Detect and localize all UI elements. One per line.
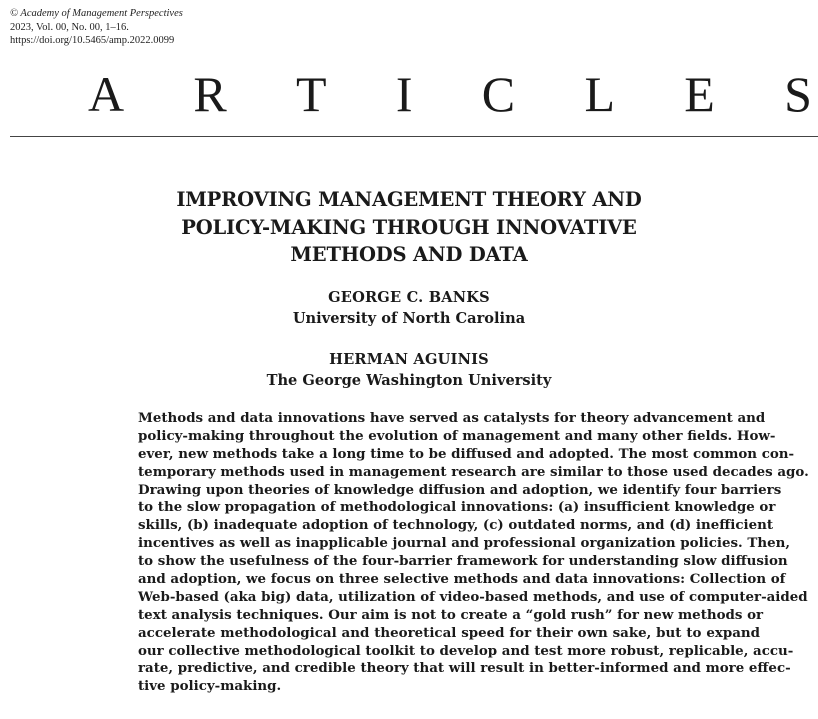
section-divider <box>10 136 818 137</box>
section-letter: I <box>395 66 413 122</box>
title-line: METHODS AND DATA <box>290 243 528 266</box>
section-letter: S <box>784 66 812 122</box>
section-letter: E <box>684 66 715 122</box>
abstract-line: tive policy-making. <box>138 678 282 695</box>
author-name: HERMAN AGUINIS <box>329 351 489 368</box>
author-affiliation: University of North Carolina <box>292 309 526 327</box>
abstract-line: ever, new methods take a long time to be diffused and adopted. The most common con- <box>138 445 795 462</box>
section-letter: C <box>481 66 516 122</box>
title-line: POLICY-MAKING THROUGH INNOVATIVE <box>181 215 637 239</box>
section-letter: L <box>584 66 615 122</box>
abstract-line: temporary methods used in management research are similar to those used decades ago. <box>138 463 809 480</box>
section-letter: T <box>296 66 327 122</box>
abstract-line: accelerate methodological and theoretical speed for their own sake, but to expand <box>138 624 760 641</box>
section-letter: A <box>88 66 125 122</box>
abstract-line: incentives as well as inapplicable journal and professional organization policies. Then, <box>138 535 790 552</box>
abstract-line: Drawing upon theories of knowledge diffusion and adoption, we identify four barriers <box>138 481 782 498</box>
journal-name: © Academy of Management Perspectives <box>10 8 183 19</box>
volume-info: 2023, Vol. 00, No. 00, 1–16. <box>10 21 129 33</box>
doi-link[interactable]: https://doi.org/10.5465/amp.2022.0099 <box>10 35 175 46</box>
journal-metadata <box>10 7 183 48</box>
author-block <box>0 288 818 329</box>
section-letter: R <box>193 66 227 122</box>
abstract-line: policy-making throughout the evolution of management and many other fields. How- <box>138 427 776 444</box>
abstract-line: rate, predictive, and credible theory that will result in better-informed and more effec- <box>138 660 791 677</box>
abstract <box>138 410 809 696</box>
section-heading-letters <box>88 64 818 124</box>
abstract-line: Methods and data innovations have served as catalysts for theory advancement and <box>138 410 766 426</box>
author-name: GEORGE C. BANKS <box>328 289 490 306</box>
abstract-line: Web-based (aka big) data, utilization of video-based methods, and use of computer-aided <box>138 588 808 605</box>
title-line: IMPROVING MANAGEMENT THEORY AND <box>176 188 642 211</box>
author-affiliation: The George Washington University <box>266 371 552 389</box>
article-title <box>0 186 818 269</box>
abstract-line: text analysis techniques. Our aim is not to create a “gold rush” for new methods or <box>138 606 764 623</box>
abstract-line: to show the usefulness of the four-barrier framework for understanding slow diffusion <box>138 553 788 570</box>
author-block <box>0 350 818 391</box>
section-heading <box>0 64 818 134</box>
abstract-line: and adoption, we focus on three selective methods and data innovations: Collection of <box>138 571 786 588</box>
abstract-line: skills, (b) inadequate adoption of technology, (c) outdated norms, and (d) inefficient <box>138 517 774 534</box>
abstract-line: to the slow propagation of methodological innovations: (a) insufficient knowledge or <box>138 499 776 516</box>
abstract-line: our collective methodological toolkit to develop and test more robust, replicable, accu- <box>138 642 794 659</box>
